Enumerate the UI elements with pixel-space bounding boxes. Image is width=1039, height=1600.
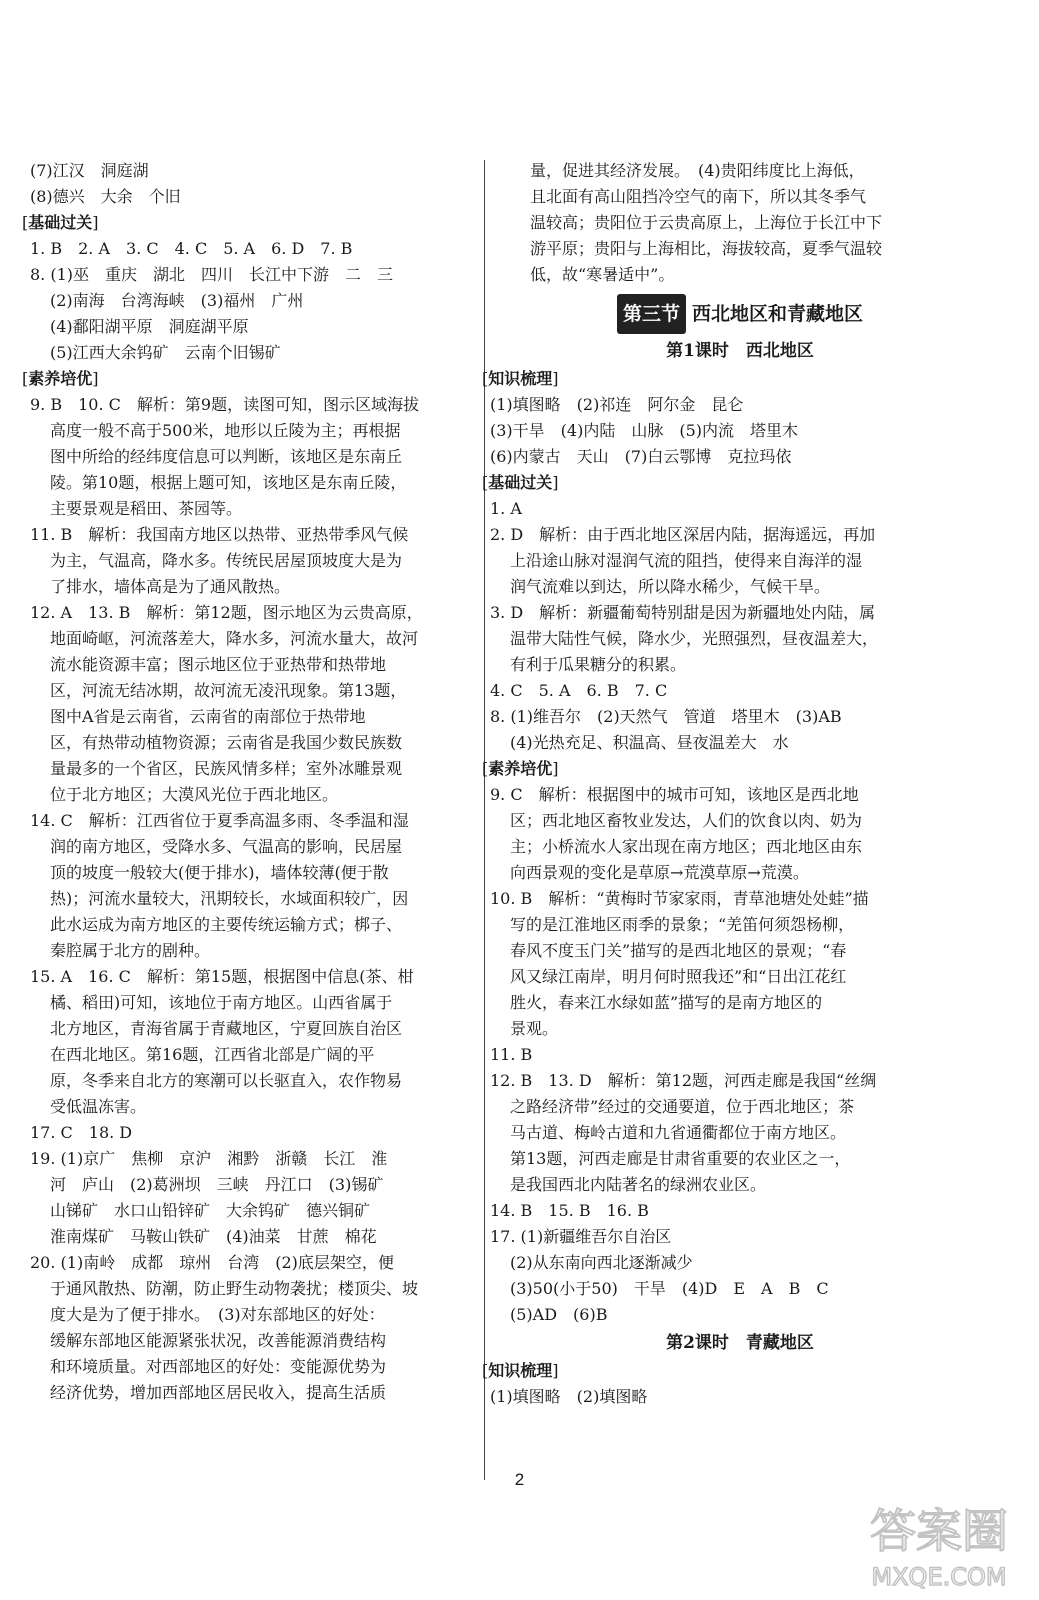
section-badge: 第三节	[617, 294, 686, 334]
watermark-url: MXQE.COM	[871, 1563, 1007, 1591]
section-title	[490, 294, 990, 334]
answer-line: 低，故“寒暑适中”。	[530, 265, 675, 284]
answer-line: 经济优势，增加西部地区居民收入，提高生活质	[50, 1383, 387, 1402]
left-column	[30, 158, 478, 1406]
answer-line: 9. B 10. C 解析：第9题，读图可知，图示区域海拔	[30, 395, 420, 414]
answer-line: 河 庐山 (2)葛洲坝 三峡 丹江口 (3)锡矿	[50, 1175, 384, 1194]
section-title-text: 西北地区和青藏地区	[692, 303, 864, 325]
answer-line: (1)填图略 (2)祁连 阿尔金 昆仑	[490, 395, 744, 414]
answer-line: 1. A	[490, 499, 522, 518]
answer-line: (2)南海 台湾海峡 (3)福州 广州	[50, 291, 304, 310]
answer-line: 春风不度玉门关”描写的是西北地区的景观；“春	[510, 941, 847, 960]
answer-line: 区，有热带动植物资源；云南省是我国少数民族数	[50, 733, 403, 752]
answer-line: 9. C 解析：根据图中的城市可知，该地区是西北地	[490, 785, 859, 804]
answer-line: 位于北方地区；大漠风光位于西北地区。	[50, 785, 339, 804]
answer-line: 量，促进其经济发展。 (4)贵阳纬度比上海低，	[530, 161, 865, 180]
answer-line: 度大是为了便于排水。 (3)对东部地区的好处：	[50, 1305, 385, 1324]
lesson-title: 第2课时 青藏地区	[666, 1333, 814, 1353]
answer-line: 8. (1)巫 重庆 湖北 四川 长江中下游 二 三	[30, 265, 394, 284]
answer-line: 地面崎岖，河流落差大，降水多，河流水量大，故河	[50, 629, 419, 648]
answer-line: 流水能资源丰富；图示地区位于亚热带和热带地	[50, 655, 387, 674]
section-header-basic: [ 基础过关 ]	[482, 470, 982, 496]
answer-line: 顶的坡度一般较大(便于排水)，墙体较薄(便于散	[50, 863, 389, 882]
answer-line: 润气流难以到达，所以降水稀少，气候干旱。	[510, 577, 831, 596]
answer-line: 马古道、梅岭古道和九省通衢都位于南方地区。	[510, 1123, 847, 1142]
answer-line: 2. D 解析：由于西北地区深居内陆，据海遥远，再加	[490, 525, 876, 544]
answer-line: 淮南煤矿 马鞍山铁矿 (4)油菜 甘蔗 棉花	[50, 1227, 377, 1246]
answer-line: 润的南方地区，受降水多、气温高的影响，民居屋	[50, 837, 403, 856]
answer-line: 量最多的一个省区，民族风情多样；室外冰雕景观	[50, 759, 403, 778]
answer-line: 和环境质量。对西部地区的好处：变能源优势为	[50, 1357, 387, 1376]
answer-line: 19. (1)京广 焦柳 京沪 湘黔 浙赣 长江 淮	[30, 1149, 388, 1168]
answer-line: 向西景观的变化是草原→荒漠草原→荒漠。	[510, 863, 809, 882]
answer-line: 缓解东部地区能源紧张状况，改善能源消费结构	[50, 1331, 387, 1350]
answer-line: 北方地区，青海省属于青藏地区，宁夏回族自治区	[50, 1019, 403, 1038]
answer-line: 橘、稻田)可知，该地位于南方地区。山西省属于	[50, 993, 393, 1012]
answer-line: 图中A省是云南省，云南省的南部位于热带地	[50, 707, 366, 726]
answer-line: 3. D 解析：新疆葡萄特别甜是因为新疆地处内陆，属	[490, 603, 876, 622]
answer-line: (3)干旱 (4)内陆 山脉 (5)内流 塔里木	[490, 421, 798, 440]
answer-line: 在西北地区。第16题，江西省北部是广阔的平	[50, 1045, 375, 1064]
page-number: 2	[514, 1470, 525, 1489]
answer-line: 20. (1)南岭 成都 琼州 台湾 (2)底层架空，便	[30, 1253, 394, 1272]
answer-line: 10. B 解析：“黄梅时节家家雨，青草池塘处处蛙”描	[490, 889, 869, 908]
answer-line: 11. B 解析：我国南方地区以热带、亚热带季风气候	[30, 525, 409, 544]
answer-line: 为主，气温高，降水多。传统民居屋顶坡度大是为	[50, 551, 403, 570]
answer-line: 风又绿江南岸，明月何时照我还”和“日出江花红	[510, 967, 847, 986]
answer-line: 15. A 16. C 解析：第15题，根据图中信息(茶、柑	[30, 967, 414, 986]
answer-line: 14. B 15. B 16. B	[490, 1201, 649, 1220]
answer-line: (8)德兴 大余 个旧	[30, 187, 181, 206]
answer-line: 14. C 解析：江西省位于夏季高温多雨、冬季温和湿	[30, 811, 409, 830]
answer-line: 温较高；贵阳位于云贵高原上，上海位于长江中下	[530, 213, 883, 232]
answer-line: 高度一般不高于500米，地形以丘陵为主；再根据	[50, 421, 401, 440]
answer-line: 游平原；贵阳与上海相比，海拔较高，夏季气温较	[530, 239, 883, 258]
answer-line: 区；西北地区畜牧业发达，人们的饮食以肉、奶为	[510, 811, 863, 830]
answer-line: 上沿途山脉对湿润气流的阻挡，使得来自海洋的湿	[510, 551, 863, 570]
section-header-basic: [ 基础过关 ]	[22, 210, 470, 236]
answer-line: (3)50(小于50) 干旱 (4)D E A B C	[510, 1279, 829, 1298]
answer-line: (4)光热充足、积温高、昼夜温差大 水	[510, 733, 789, 752]
answer-line: 是我国西北内陆著名的绿洲农业区。	[510, 1175, 767, 1194]
answer-line: 17. C 18. D	[30, 1123, 133, 1142]
answer-line: 主要景观是稻田、茶园等。	[50, 499, 243, 518]
answer-line: 8. (1)维吾尔 (2)天然气 管道 塔里木 (3)AB	[490, 707, 842, 726]
section-header-advanced: [ 素养培优 ]	[482, 756, 982, 782]
answer-line: 陵。第10题，根据上题可知，该地区是东南丘陵，	[50, 473, 407, 492]
column-divider	[484, 160, 485, 1480]
answer-line: 区，河流无结冰期，故河流无凌汛现象。第13题，	[50, 681, 407, 700]
answer-line: 原，冬季来自北方的寒潮可以长驱直入，农作物易	[50, 1071, 403, 1090]
answer-line: (1)填图略 (2)填图略	[490, 1387, 648, 1406]
answer-line: 热)；河流水量较大，汛期较长，水域面积较广，因	[50, 889, 409, 908]
answer-line: 1. B 2. A 3. C 4. C 5. A 6. D 7. B	[30, 239, 353, 258]
answer-line: 有利于瓜果糖分的积累。	[510, 655, 687, 674]
section-header-advanced: [ 素养培优 ]	[22, 366, 470, 392]
answer-line: 了排水，墙体高是为了通风散热。	[50, 577, 291, 596]
answer-line: 胜火，春来江水绿如蓝”描写的是南方地区的	[510, 993, 823, 1012]
answer-line: 温带大陆性气候，降水少，光照强烈，昼夜温差大，	[510, 629, 879, 648]
right-column	[490, 158, 990, 1410]
answer-line: 12. B 13. D 解析：第12题，河西走廊是我国“丝绸	[490, 1071, 877, 1090]
watermark-logo	[844, 1485, 1034, 1595]
answer-line: 第13题，河西走廊是甘肃省重要的农业区之一，	[510, 1149, 851, 1168]
answer-line: (2)从东南向西北逐渐减少	[510, 1253, 693, 1272]
answer-line: 且北面有高山阻挡冷空气的南下，所以其冬季气	[530, 187, 867, 206]
answer-line: 图中所给的经纬度信息可以判断，该地区是东南丘	[50, 447, 403, 466]
answer-line: (6)内蒙古 天山 (7)白云鄂博 克拉玛依	[490, 447, 792, 466]
answer-line: (5)AD (6)B	[510, 1305, 608, 1324]
answer-line: 受低温冻害。	[50, 1097, 147, 1116]
answer-line: 景观。	[510, 1019, 559, 1038]
answer-line: 4. C 5. A 6. B 7. C	[490, 681, 668, 700]
lesson-title: 第1课时 西北地区	[666, 341, 814, 361]
answer-line: 12. A 13. B 解析：第12题，图示地区为云贵高原，	[30, 603, 423, 622]
watermark-text: 答案圈	[870, 1504, 1008, 1558]
answer-line: 秦腔属于北方的剧种。	[50, 941, 211, 960]
answer-line: 于通风散热、防潮，防止野生动物袭扰；楼顶尖、坡	[50, 1279, 419, 1298]
answer-line: 此水运成为南方地区的主要传统运输方式；梆子、	[50, 915, 403, 934]
answer-line: (5)江西大余钨矿 云南个旧锡矿	[50, 343, 281, 362]
answer-line: 11. B	[490, 1045, 533, 1064]
answer-line: (7)江汉 洞庭湖	[30, 161, 149, 180]
answer-line: 主；小桥流水人家出现在南方地区；西北地区由东	[510, 837, 863, 856]
section-header-knowledge: [ 知识梳理 ]	[482, 1358, 982, 1384]
answer-line: 山锑矿 水口山铅锌矿 大余钨矿 德兴铜矿	[50, 1201, 371, 1220]
answer-line: (4)鄱阳湖平原 洞庭湖平原	[50, 317, 249, 336]
answer-line: 之路经济带”经过的交通要道，位于西北地区；茶	[510, 1097, 855, 1116]
section-header-knowledge: [ 知识梳理 ]	[482, 366, 982, 392]
answer-line: 17. (1)新疆维吾尔自治区	[490, 1227, 672, 1246]
answer-line: 写的是江淮地区雨季的景象；“羌笛何须怨杨柳，	[510, 915, 855, 934]
